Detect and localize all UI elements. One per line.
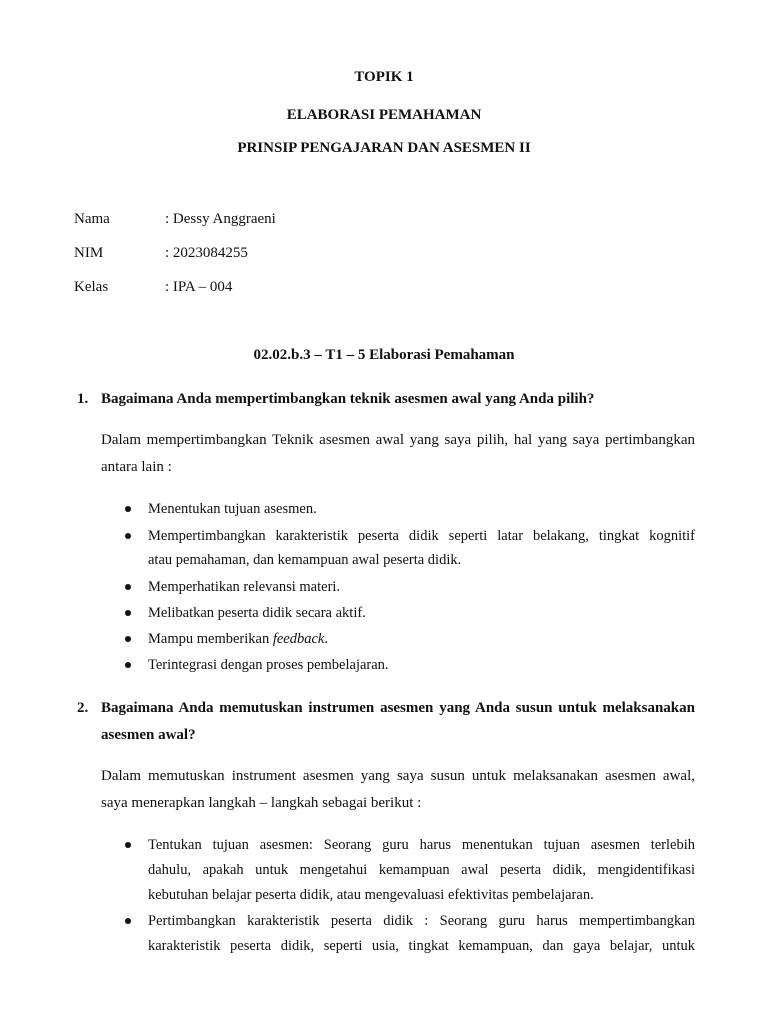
- q1-question: Bagaimana Anda mempertimbangkan teknik asesmen awal yang Anda pilih?: [101, 391, 595, 407]
- identity-value-nim: : 2023084255: [165, 245, 248, 261]
- bullet-icon: [125, 842, 131, 848]
- identity-label-kelas: Kelas: [74, 279, 109, 295]
- bullet-icon: [125, 636, 131, 642]
- q1-bullet-6: Terintegrasi dengan proses pembelajaran.: [148, 657, 389, 673]
- bullet-icon: [125, 584, 131, 590]
- q2-bullet-1-line3: kebutuhan belajar peserta didik, atau mengevaluasi efektivitas pembelajaran.: [148, 887, 594, 903]
- bullet-icon: [125, 918, 131, 924]
- q1-bullet-2-line2: atau pemahaman, dan kemampuan awal peserta didik.: [148, 552, 462, 568]
- q1-number: 1.: [77, 391, 89, 407]
- bullet-icon: [125, 506, 131, 512]
- q2-bullet-2-line1: Pertimbangkan karakteristik peserta didik : Seorang guru harus mempertimbangkan: [148, 913, 695, 929]
- bullet-icon: [125, 662, 131, 668]
- q2-intro-line2: saya menerapkan langkah – langkah sebagai berikut :: [101, 795, 422, 811]
- q1-bullet-4: Melibatkan peserta didik secara aktif.: [148, 605, 366, 621]
- section-title: 02.02.b.3 – T1 – 5 Elaborasi Pemahaman: [253, 347, 515, 363]
- q1-bullet-5: [148, 630, 328, 648]
- q2-question-line1: Bagaimana Anda memutuskan instrumen asesmen yang Anda susun untuk melaksanakan: [101, 700, 695, 716]
- topic-heading: TOPIK 1: [354, 69, 414, 85]
- bullet-icon: [125, 533, 131, 539]
- q2-question-line2: asesmen awal?: [101, 727, 196, 743]
- q2-intro-line1: Dalam memutuskan instrument asesmen yang saya susun untuk melaksanakan asesmen awal,: [101, 768, 695, 784]
- course-heading: PRINSIP PENGAJARAN DAN ASESMEN II: [237, 140, 531, 156]
- q1-bullet-3: Memperhatikan relevansi materi.: [148, 579, 341, 595]
- identity-label-nim: NIM: [74, 245, 104, 261]
- bullet-icon: [125, 610, 131, 616]
- q1-bullet-5-prefix: Mampu memberikan: [148, 631, 273, 647]
- q2-bullet-1-line1: Tentukan tujuan asesmen: Seorang guru harus menentukan tujuan asesmen terlebih: [148, 837, 695, 853]
- q1-bullet-5-italic: feedback: [272, 631, 325, 647]
- identity-label-name: Nama: [74, 211, 110, 227]
- identity-value-name: : Dessy Anggraeni: [165, 211, 276, 227]
- q1-bullet-1: Menentukan tujuan asesmen.: [148, 501, 317, 517]
- q2-number: 2.: [77, 700, 89, 716]
- q2-bullet-2-line2: karakteristik peserta didik, seperti usia, tingkat kemampuan, dan gaya belajar, untuk: [148, 938, 695, 954]
- q1-intro-line2: antara lain :: [101, 459, 172, 475]
- q2-bullet-1-line2: dahulu, apakah untuk mengetahui kemampuan awal peserta didik, mengidentifikasi: [148, 862, 695, 878]
- q1-bullet-5-suffix: .: [324, 631, 328, 647]
- q1-bullet-2-line1: Mempertimbangkan karakteristik peserta didik seperti latar belakang, tingkat kognitif: [148, 528, 695, 544]
- subtitle-heading: ELABORASI PEMAHAMAN: [286, 107, 482, 123]
- q1-intro-line1: Dalam mempertimbangkan Teknik asesmen awal yang saya pilih, hal yang saya pertimbangkan: [101, 432, 695, 448]
- identity-value-kelas: : IPA – 004: [165, 279, 233, 295]
